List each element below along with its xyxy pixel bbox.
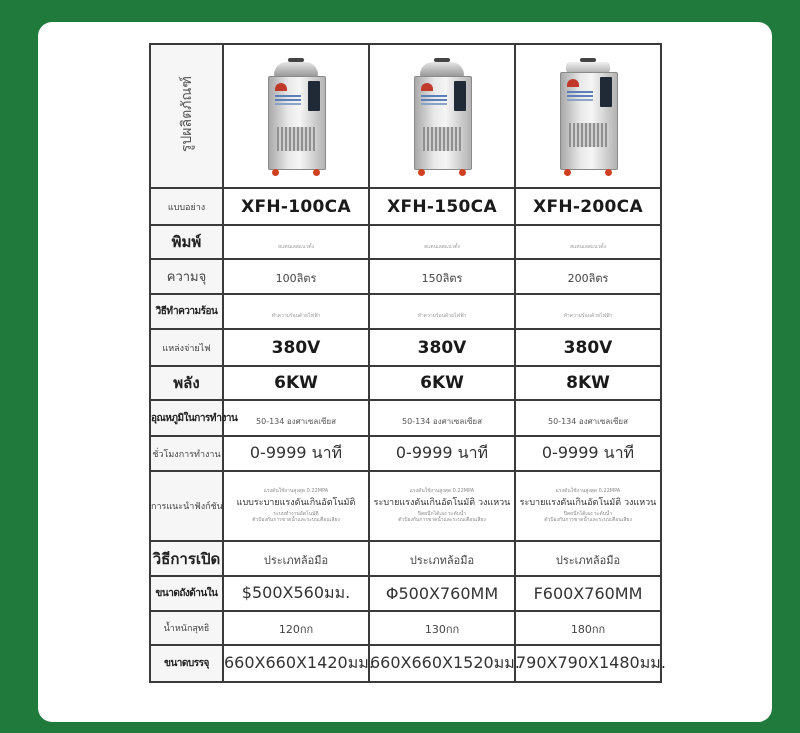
row-label: วิธีการเปิด [152,549,221,568]
spec-value-cell [223,400,369,436]
spec-row-net_weight [150,611,661,645]
spec-value-cell [369,611,515,645]
spec-value-net_weight: 120กก [278,623,314,636]
spec-value-cell [369,400,515,436]
spec-value-cell [223,188,369,225]
spec-value-power_supply: 380V [563,337,613,358]
protection-note-bot: ตัวป้องกันการขาดน้ำและระบบเตือนเสียง [544,517,632,524]
spec-value-cell [369,366,515,400]
spec-value-net_weight: 130กก [424,623,460,636]
row-label-cell [150,645,223,682]
protection-note-mid: ระบายแรงดันเกินอัตโนมัติ วงแหวน [373,497,511,508]
spec-value-net_weight: 180กก [570,623,606,636]
row-label-cell [150,225,223,259]
row-label-cell [150,294,223,329]
protection-note-bot: ตัวป้องกันการขาดน้ำและระบบเตือนเสียง [398,517,486,524]
spec-value-cell [369,44,515,188]
spec-value-timer: 0-9999 นาที [249,443,343,462]
spec-value-type: สแตนเลสแนวตั้ง [424,243,460,250]
spec-value-cell [369,259,515,294]
row-label: วิธีทำความร้อน [155,306,218,317]
spec-value-cell [369,576,515,611]
spec-row-temp_range [150,400,661,436]
spec-row-package [150,645,661,682]
spec-value-inner_size: $500X560มม. [241,583,351,602]
spec-value-temp_range: 50-134 องศาเซลเซียส [402,416,482,426]
spec-value-cell [515,329,661,366]
protection-note-top: แรงดันใช้งานสูงสุด 0.22MPA [409,487,475,494]
spec-row-capacity [150,259,661,294]
row-label: การแนะนำฟังก์ชัน [151,502,223,512]
row-label-cell [150,44,223,188]
protection-note-top: แรงดันใช้งานสูงสุด 0.22MPA [555,487,621,494]
spec-value-model: XFH-150CA [387,196,497,217]
spec-value-power: 6KW [420,373,464,393]
spec-value-package: 660X660X1420มม. [224,653,374,672]
autoclave-machine-icon [412,58,472,176]
spec-value-cell [369,471,515,541]
spec-value-cell [515,225,661,259]
row-label-cell [150,436,223,471]
spec-value-cell [515,611,661,645]
spec-row-type [150,225,661,259]
spec-value-cell [223,294,369,329]
protection-note-bot: ตัวป้องกันการขาดน้ำและระบบเตือนเสียง [252,517,340,524]
spec-value-opening: ประเภทล้อมือ [263,553,329,567]
spec-table [149,43,666,683]
row-label-cell [150,611,223,645]
spec-value-power_supply: 380V [417,337,467,358]
row-label: ขนาดถังด้านใน [155,588,218,599]
spec-value-package: 660X660X1520มม. [370,653,520,672]
spec-value-power_supply: 380V [271,337,321,358]
spec-value-cell [369,188,515,225]
spec-value-cell [369,541,515,576]
protection-note-mid: แบบระบายแรงดันเกินอัตโนมัติ [236,497,356,508]
spec-value-cell [369,225,515,259]
row-label-cell [150,259,223,294]
spec-value-model: XFH-100CA [241,196,351,217]
row-label-cell [150,576,223,611]
spec-row-opening [150,541,661,576]
spec-value-cell [223,225,369,259]
row-label: แบบอย่าง [167,202,206,213]
row-label-cell [150,188,223,225]
spec-value-cell [223,576,369,611]
spec-value-cell [515,436,661,471]
spec-value-capacity: 150ลิตร [421,271,463,285]
spec-value-cell [223,436,369,471]
spec-value-capacity: 200ลิตร [567,271,609,285]
spec-value-heating: ทำความร้อนด้วยไฟฟ้า [271,313,321,319]
spec-value-cell [515,541,661,576]
autoclave-machine-icon [558,58,618,176]
spec-value-cell [223,611,369,645]
spec-value-cell [223,366,369,400]
spec-value-cell [515,471,661,541]
row-label-cell [150,329,223,366]
spec-row-image [150,44,661,188]
spec-value-cell [515,294,661,329]
spec-value-heating: ทำความร้อนด้วยไฟฟ้า [417,313,467,319]
spec-value-timer: 0-9999 นาที [541,443,635,462]
spec-value-inner_size: F600X760MM [533,584,643,603]
spec-value-cell [515,645,666,682]
spec-row-timer [150,436,661,471]
spec-value-cell [515,44,661,188]
spec-row-protection [150,471,661,541]
protection-note-mid: ระบายแรงดันเกินอัตโนมัติ วงแหวน [519,497,657,508]
spec-value-cell [223,44,369,188]
spec-value-power: 8KW [566,373,610,393]
spec-value-type: สแตนเลสแนวตั้ง [278,243,314,250]
spec-value-cell [223,259,369,294]
row-label: แหล่งจ่ายไฟ [162,343,211,354]
protection-note-mid2: ปิดผนึกได้เอง ระดับน้ำ [563,510,613,517]
spec-value-cell [369,294,515,329]
spec-value-cell [369,645,520,682]
spec-value-cell [515,259,661,294]
spec-value-cell [369,436,515,471]
protection-note-top: แรงดันใช้งานสูงสุด 0.22MPA [263,487,329,494]
spec-value-opening: ประเภทล้อมือ [555,553,621,567]
spec-value-cell [515,188,661,225]
row-label-cell [150,400,238,436]
spec-row-power [150,366,661,400]
protection-note-mid2: ระบบทำงานอัตโนมัติ [273,510,319,517]
row-label-cell [150,471,223,541]
spec-value-cell [223,541,369,576]
protection-note-mid2: ปิดผนึกได้เอง ระดับน้ำ [417,510,467,517]
spec-value-heating: ทำความร้อนด้วยไฟฟ้า [563,313,613,319]
spec-value-package: 790X790X1480มม. [516,653,666,672]
row-label-cell [150,366,223,400]
row-label: น้ำหนักสุทธิ [163,624,210,634]
spec-value-cell [515,400,661,436]
row-label: ขนาดบรรจุ [164,658,209,669]
spec-value-opening: ประเภทล้อมือ [409,553,475,567]
row-label: อุณหภูมิในการทำงาน [151,412,238,424]
spec-value-cell [515,576,661,611]
row-label: พลัง [173,374,200,392]
spec-value-power: 6KW [274,373,318,393]
spec-value-cell [223,471,369,541]
spec-row-model [150,188,661,225]
spec-value-temp_range: 50-134 องศาเซลเซียส [548,416,628,426]
row-label: รูปผลิตภัณฑ์ [178,75,195,153]
row-label: ความจุ [166,270,207,285]
spec-value-cell [223,329,369,366]
spec-value-type: สแตนเลสแนวตั้ง [570,243,606,250]
spec-row-inner_size [150,576,661,611]
spec-value-model: XFH-200CA [533,196,643,217]
spec-value-cell [369,329,515,366]
spec-value-cell [223,645,374,682]
row-label-cell [150,541,223,576]
spec-row-power_supply [150,329,661,366]
row-label: ชั่วโมงการทำงาน [152,449,221,460]
spec-value-temp_range: 50-134 องศาเซลเซียส [256,416,336,426]
spec-value-capacity: 100ลิตร [275,271,317,285]
autoclave-machine-icon [266,58,326,176]
spec-value-timer: 0-9999 นาที [395,443,489,462]
spec-card [38,22,772,722]
row-label: พิมพ์ [171,233,202,251]
spec-row-heating [150,294,661,329]
spec-value-cell [515,366,661,400]
spec-value-inner_size: Φ500X760MM [385,584,499,603]
